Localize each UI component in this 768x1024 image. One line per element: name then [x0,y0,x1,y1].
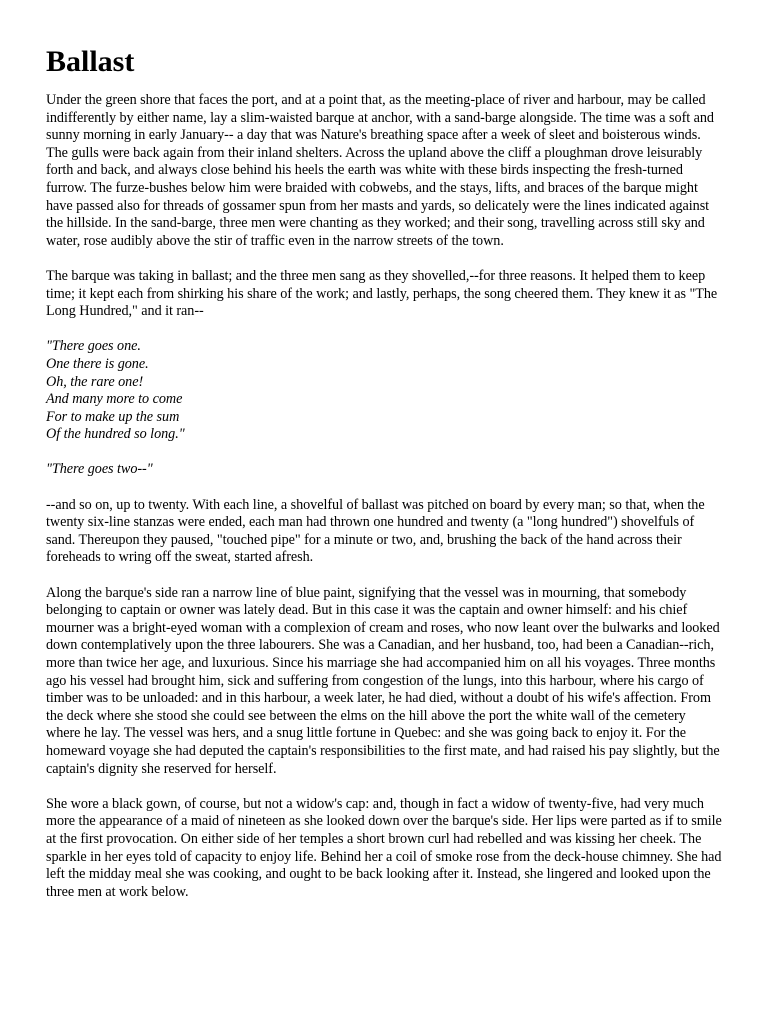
verse-line-6: Of the hundred so long." [46,426,185,443]
verse-line-2: One there is gone. [46,355,149,372]
paragraph-5: She wore a black gown, of course, but not a widow's cap: and, though in fact a widow of twenty-five, had very much more the appearance of a maid of nineteen as she looked down over the barque's side. Her lips were parted as if to smile at the first provocation. On either side of her temples a short brown curl had rebelled and was kissing her cheek. The sparkle in her eyes told of capacity to enjoy life. Behind her a coil of smoke rose from the deck-house chimney. She had left the midday meal she was cooking, and ought to be back looking after it. Instead, she lingered and looked upon the three men at work below. [46,795,722,900]
page-title: Ballast [46,45,135,78]
paragraph-4: Along the barque's side ran a narrow line of blue paint, signifying that the vessel was in mourning, that somebody belonging to captain or owner was lately dead. But in this case it was the captain and owner himself: and his chief mourner was a bright-eyed woman with a complexion of cream and roses, who now leant over the bulwarks and looked down contemplatively upon the three labourers. She was a Canadian, and her husband, too, had been a Canadian--rich, more than twice her age, and luxurious. Since his marriage she had accompanied him on all his voyages. Three months ago his vessel had brought him, sick and suffering from congestion of the lungs, into this harbour, where his cargo of timber was to be unloaded: and in this harbour, a week later, he had died, without a doubt of his wife's affection. From the deck where she stood she could see between the elms on the hill above the port the white wall of the cemetery where he lay. The vessel was hers, and a snug little fortune in Quebec: and she was going back to enjoy it. For the homeward voyage she had deputed the captain's responsibilities to the first mate, and had raised his pay slightly, but the captain's dignity she reserved for herself. [46,584,720,777]
verse-line-5: For to make up the sum [46,408,180,425]
verse-line-4: And many more to come [46,391,183,408]
verse-line-1: "There goes one. [46,338,141,355]
paragraph-1: Under the green shore that faces the port, and at a point that, as the meeting-place of river and harbour, may be called indifferently by either name, lay a slim-waisted barque at anchor, with a sand-barge alongside. The time was a soft and sunny morning in early January-- a day that was Nature's breathing space after a week of sleet and boisterous winds. The gulls were back again from their inland shelters. Across the upland above the cliff a ploughman drove leisurably forth and back, and always close behind his heels the earth was white with these birds inspecting the fresh-turned furrow. The furze-bushes below him were braided with cobwebs, and the stays, lifts, and braces of the barque might have passed also for threads of gossamer spun from her masts and yards, so delicately were the lines indicated against the hillside. In the sand-barge, three men were chanting as they worked; and their song, travelling across still sky and water, rose audibly above the stir of traffic even in the narrow streets of the town. [46,92,714,249]
verse-line-3: Oh, the rare one! [46,373,144,390]
paragraph-3: --and so on, up to twenty. With each line, a shovelful of ballast was pitched on board by every man; so that, when the twenty six-line stanzas were ended, each man had thrown one hundred and twenty (a "long hundred") shovelfuls of sand. Thereupon they paused, "touched pipe" for a minute or two, and, brushing the back of the hand across their foreheads to wring off the sweat, started afresh. [46,496,705,566]
paragraph-2: The barque was taking in ballast; and the three men sang as they shovelled,--for three reasons. It helped them to keep time; it kept each from shirking his share of the work; and lastly, perhaps, the song cheered them. They knew it as "The Long Hundred," and it ran-- [46,267,718,320]
song-line-two: "There goes two--" [46,461,153,478]
song-stanza [46,338,722,444]
